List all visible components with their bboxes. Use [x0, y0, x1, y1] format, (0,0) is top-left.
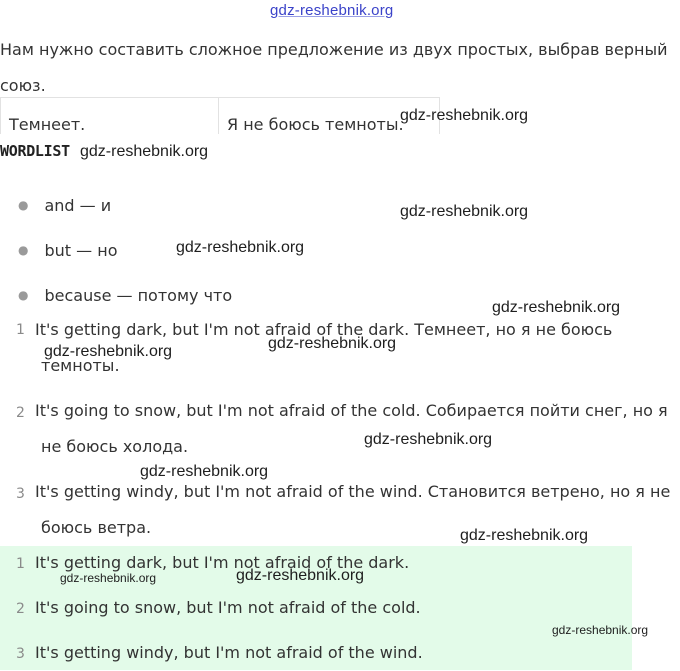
table-cell-right: Я не боюсь темноты. [227, 115, 404, 134]
sentence-line-continued: темноты. [41, 356, 120, 375]
wordlist-title: WORDLIST [0, 142, 70, 160]
wordlist-item-text: but — но [44, 241, 118, 260]
sentence-line-continued: боюсь ветра. [41, 518, 152, 537]
sentence-item [35, 393, 675, 465]
sentence-number: 3 [16, 486, 25, 502]
answer-item: It's going to snow, but I'm not afraid of the cold. [35, 598, 421, 617]
watermark: gdz-reshebnik.org [400, 203, 529, 220]
wordlist-item-text: and — и [44, 196, 112, 215]
answer-item: It's getting dark, but I'm not afraid of the dark. [35, 553, 410, 572]
sentence-number: 1 [16, 322, 25, 338]
watermark: gdz-reshebnik.org [492, 299, 621, 316]
watermark: gdz-reshebnik.org [60, 571, 157, 585]
intro-paragraph: Нам нужно составить сложное предложение из двух простых, выбрав верный союз. [0, 40, 668, 95]
wordlist-item [18, 196, 111, 215]
watermark: gdz-reshebnik.org [400, 107, 529, 124]
wordlist-item [18, 286, 232, 305]
sentence-line: It's getting windy, but I'm not afraid of the wind. Становится ветрено, но я не [35, 482, 671, 501]
watermark: gdz-reshebnik.org [364, 431, 493, 448]
watermark: gdz-reshebnik.org [176, 239, 305, 256]
sentence-line: It's getting dark, but I'm not afraid of the dark. Темнеет, но я не боюсь [35, 320, 613, 339]
sentence-number: 2 [16, 405, 25, 421]
watermark: gdz-reshebnik.org [268, 335, 397, 352]
answer-number: 1 [16, 556, 25, 572]
watermark: gdz-reshebnik.org [552, 623, 649, 637]
watermark: gdz-reshebnik.org [460, 527, 589, 544]
sentence-table [0, 97, 440, 134]
watermark: gdz-reshebnik.org [236, 567, 365, 584]
answer-item: It's getting windy, but I'm not afraid of the wind. [35, 643, 423, 662]
watermark: gdz-reshebnik.org [80, 143, 209, 160]
bullet-icon: ● [18, 243, 29, 257]
bullet-icon: ● [18, 198, 29, 212]
table-cell-left: Темнеет. [1, 98, 219, 134]
sentence-line-continued: не боюсь холода. [41, 437, 189, 456]
watermark: gdz-reshebnik.org [140, 463, 269, 480]
sentence-line: It's going to snow, but I'm not afraid of the cold. Собирается пойти снег, но я [35, 401, 668, 420]
site-header-link[interactable]: gdz-reshebnik.org [270, 2, 394, 19]
answer-number: 3 [16, 646, 25, 662]
watermark: gdz-reshebnik.org [44, 343, 173, 360]
answer-number: 2 [16, 601, 25, 617]
wordlist-item-text: because — потому что [44, 286, 233, 305]
bullet-icon: ● [18, 288, 29, 302]
wordlist-item [18, 241, 117, 260]
